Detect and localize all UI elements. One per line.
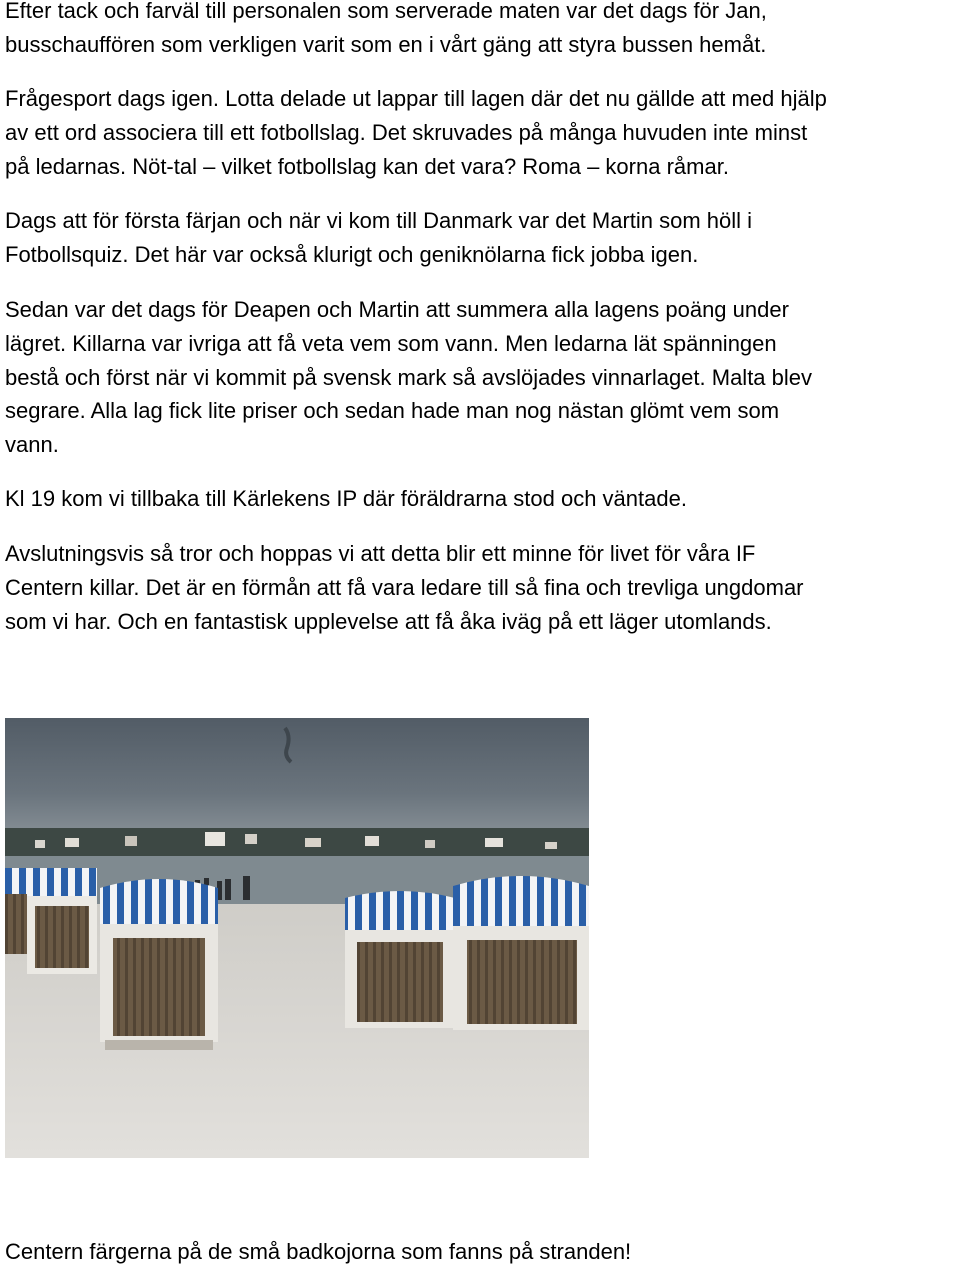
beach-chairs-illustration xyxy=(5,718,589,1158)
beach-chair-left xyxy=(27,868,97,974)
beach-chair-center xyxy=(345,891,455,1028)
beach-chair-right xyxy=(453,876,589,1030)
paragraph-farewell: Efter tack och farväl till personalen som serverade maten var det dags för Jan, busschauffören som verkligen varit som en i vårt gäng att styra bussen hemåt. xyxy=(5,0,767,57)
beach-chairs-photo xyxy=(5,718,589,1158)
paragraph-return: Kl 19 kom vi tillbaka till Kärlekens IP där föräldrarna stod och väntade. xyxy=(5,486,687,511)
paragraph-quiz: Frågesport dags igen. Lotta delade ut lappar till lagen där det nu gällde att med hjälp av ett ord associera till ett fotbollslag. Det skruvades på många huvuden inte minst på ledarnas. Nöt-tal – vilket fotbollslag kan det vara? Roma – korna råmar. xyxy=(5,86,827,179)
beach-chair-center-left xyxy=(100,879,218,1050)
photo-caption: Centern färgerna på de små badkojorna som fanns på stranden! xyxy=(5,1239,632,1264)
paragraph-scores: Sedan var det dags för Deapen och Martin att summera alla lagens poäng under lägret. Killarna var ivriga att få veta vem som vann. Men ledarna lät spänningen bestå och först när vi kommit på svensk mark så avslöjades vinnarlaget. Malta blev segrare. Alla lag fick lite priser och sedan hade man nog nästan glömt vem som vann. xyxy=(5,297,813,458)
sky xyxy=(5,718,589,843)
paragraph-conclusion: Avslutningsvis så tror och hoppas vi att detta blir ett minne för livet för våra IF Centern killar. Det är en förmån att få vara ledare till så fina och trevliga ungdomar som vi har. Och en fantastisk upplevelse att få åka iväg på ett läger utomlands. xyxy=(5,541,804,634)
paragraph-ferry: Dags att för första färjan och när vi kom till Danmark var det Martin som höll i Fotbollsquiz. Det här var också klurigt och geniknölarna fick jobba igen. xyxy=(5,208,753,267)
